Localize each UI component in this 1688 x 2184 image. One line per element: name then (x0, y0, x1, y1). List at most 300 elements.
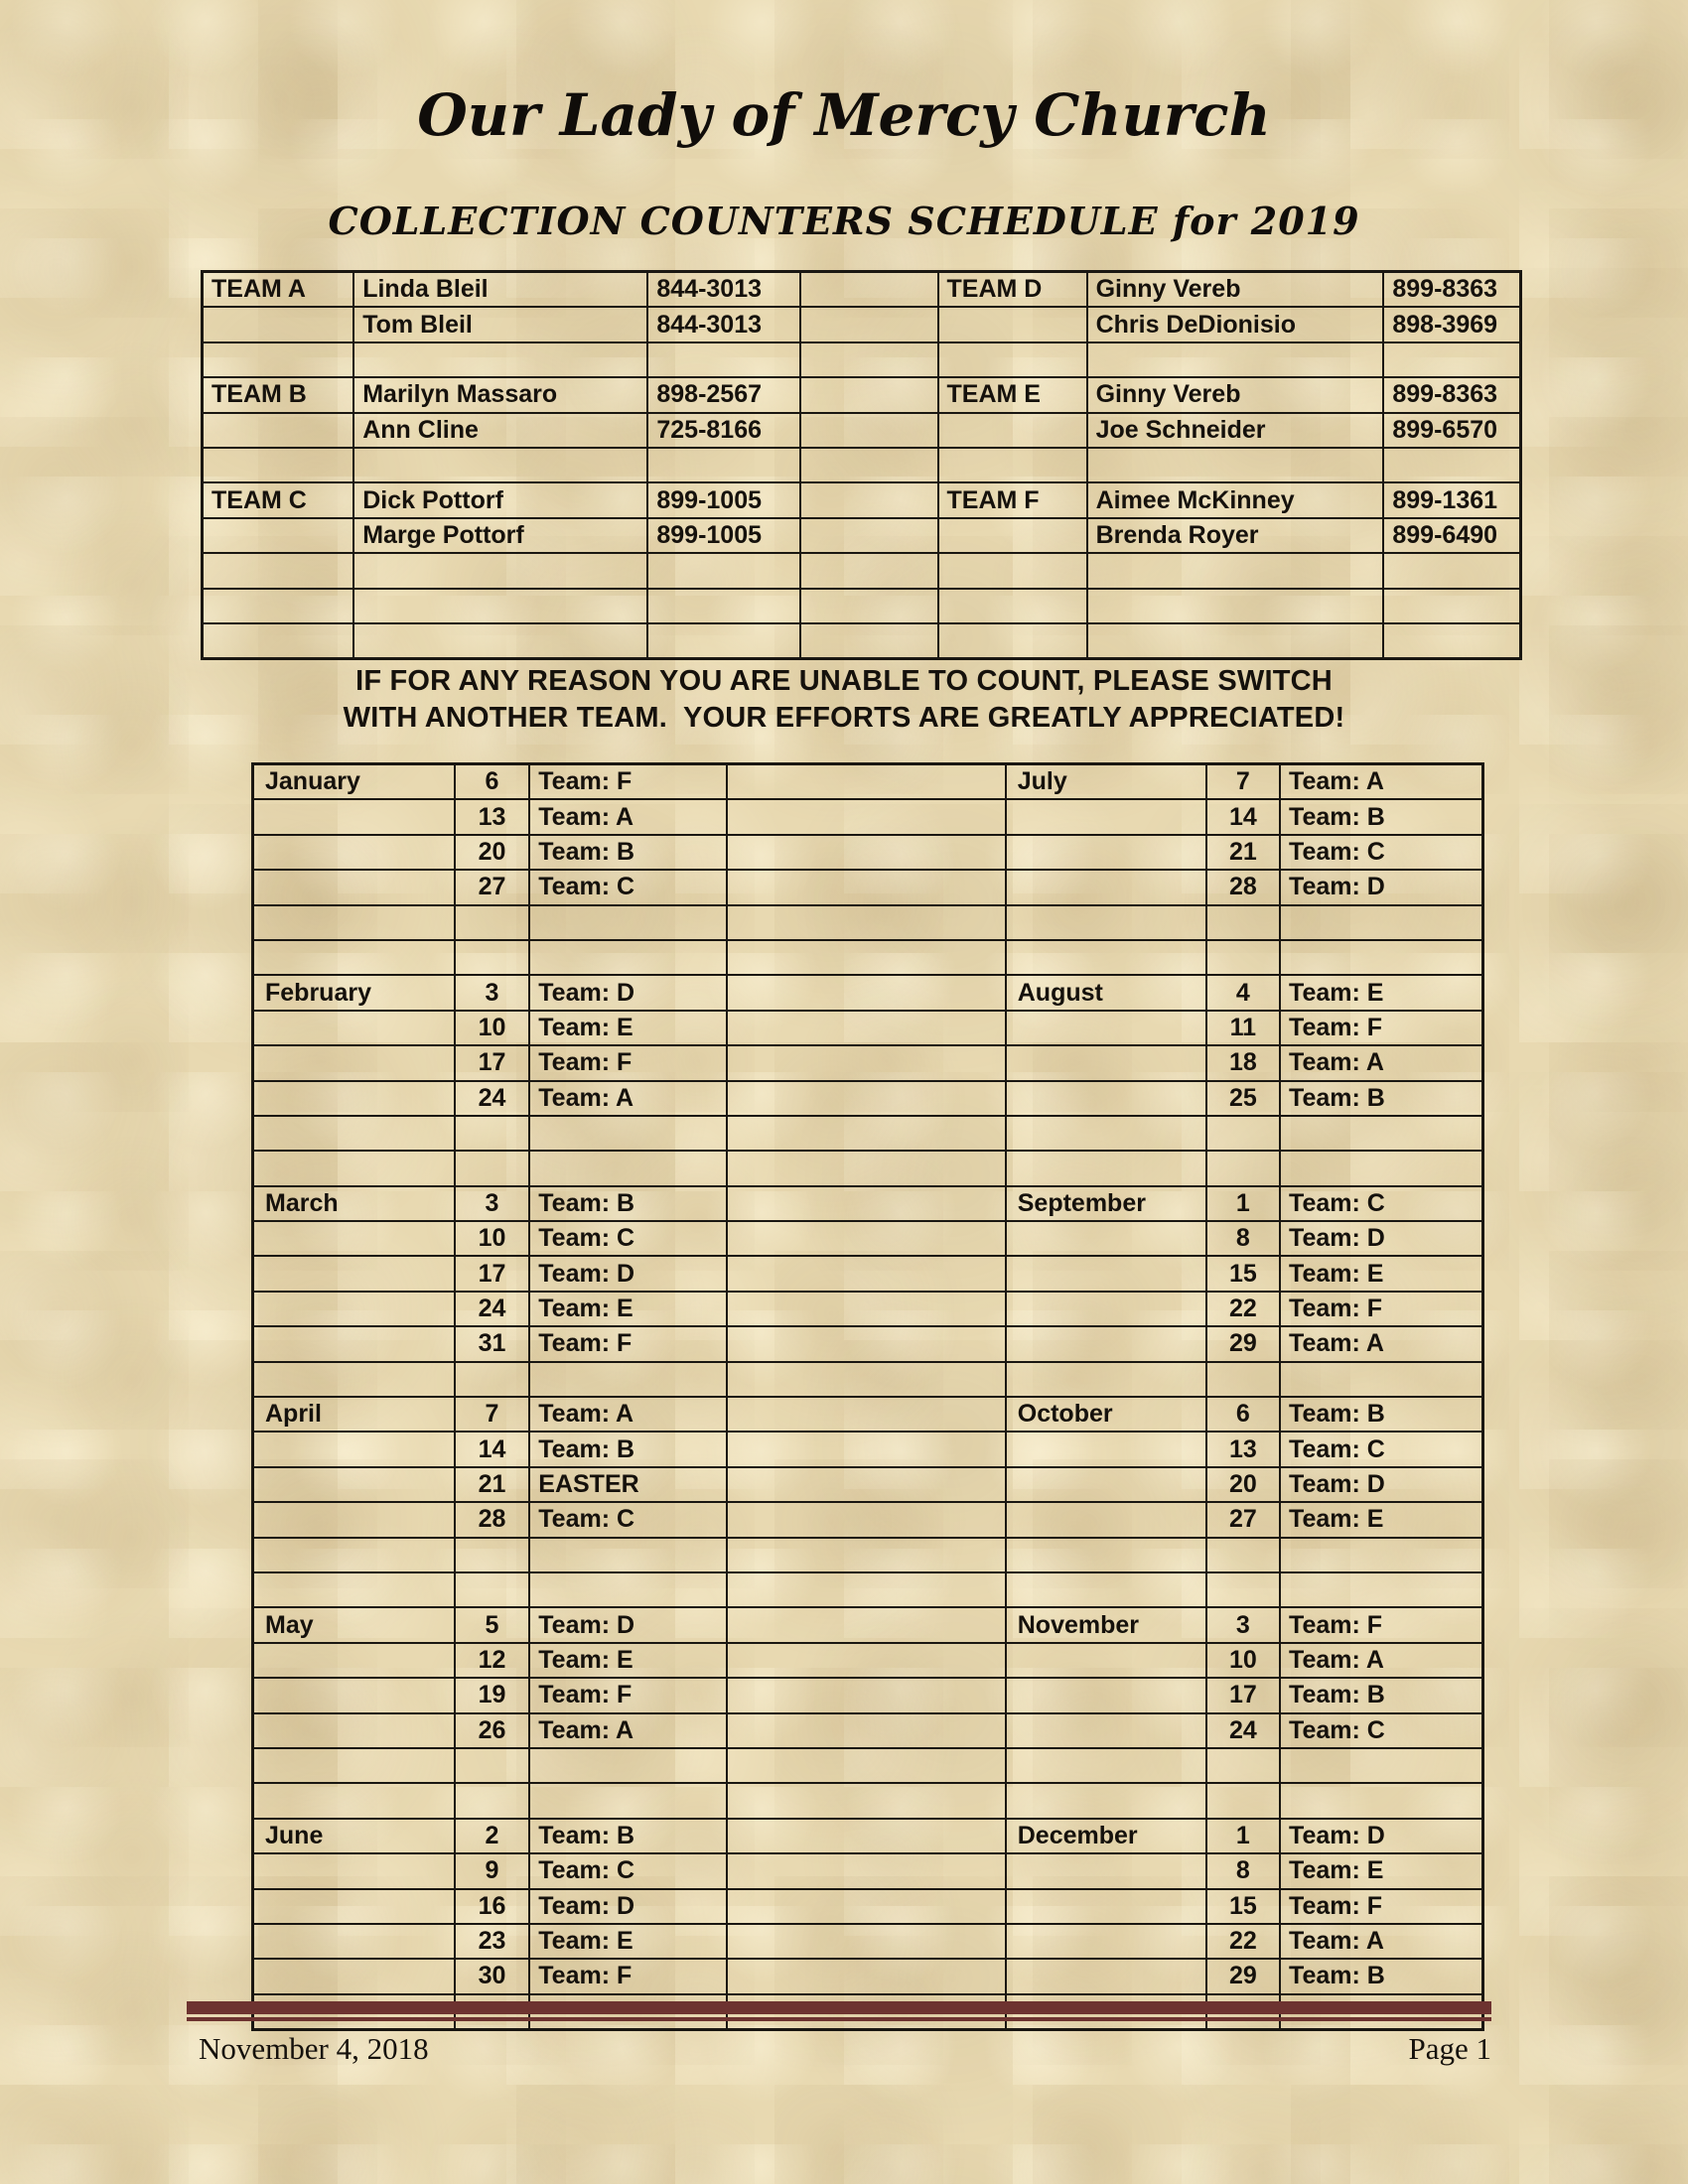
day-cell: 26 (455, 1713, 530, 1748)
day-cell: 13 (455, 799, 530, 834)
team-label-cell: TEAM E (938, 377, 1087, 412)
member-name-cell: Linda Bleil (353, 272, 647, 308)
table-row (203, 377, 1521, 412)
table-row (253, 940, 1483, 975)
empty-cell (1087, 448, 1384, 482)
day-cell: 10 (455, 1011, 530, 1045)
team-assignment-cell: Team: D (529, 1889, 726, 1924)
team-assignment-cell: Team: C (529, 1502, 726, 1537)
day-cell: 14 (1206, 799, 1280, 834)
empty-cell (1006, 835, 1206, 870)
footer-page-number: Page 1 (1408, 2031, 1491, 2066)
member-phone-cell: 899-8363 (1383, 377, 1520, 412)
empty-cell (253, 1362, 455, 1397)
member-name-cell: Tom Bleil (353, 307, 647, 341)
day-cell: 8 (1206, 1221, 1280, 1256)
empty-cell (253, 905, 455, 940)
empty-cell (800, 589, 937, 623)
footer-date: November 4, 2018 (199, 2031, 429, 2066)
month-cell: April (253, 1397, 455, 1432)
day-cell: 20 (455, 835, 530, 870)
table-row (253, 1292, 1483, 1326)
table-row (253, 1607, 1483, 1642)
empty-cell (529, 1362, 726, 1397)
table-row (253, 1186, 1483, 1221)
team-assignment-cell: Team: C (529, 870, 726, 904)
page-title: Our Lady of Mercy Church (417, 81, 1271, 149)
empty-cell (727, 1011, 1006, 1045)
team-assignment-cell: Team: D (1280, 1221, 1482, 1256)
table-row (203, 448, 1521, 482)
empty-cell (1087, 589, 1384, 623)
team-assignment-cell: Team: B (1280, 1959, 1482, 1993)
day-cell: 29 (1206, 1959, 1280, 1993)
day-cell: 20 (1206, 1467, 1280, 1502)
empty-cell (353, 623, 647, 659)
empty-cell (253, 1678, 455, 1712)
empty-cell (1006, 1326, 1206, 1361)
empty-cell (727, 1538, 1006, 1572)
empty-cell (800, 307, 937, 341)
empty-cell (727, 975, 1006, 1010)
team-assignment-cell: Team: F (529, 1045, 726, 1080)
day-cell: 3 (455, 975, 530, 1010)
empty-cell (1006, 1256, 1206, 1291)
table-row (253, 1397, 1483, 1432)
empty-cell (727, 1432, 1006, 1466)
member-phone-cell: 844-3013 (647, 272, 800, 308)
empty-cell (800, 448, 937, 482)
table-row (253, 1011, 1483, 1045)
team-assignment-cell: Team: E (1280, 1853, 1482, 1888)
team-assignment-cell: Team: C (1280, 1713, 1482, 1748)
empty-cell (647, 448, 800, 482)
team-assignment-cell: Team: C (1280, 835, 1482, 870)
empty-cell (727, 1819, 1006, 1853)
empty-cell (1206, 1151, 1280, 1185)
empty-cell (938, 342, 1087, 377)
day-cell: 17 (455, 1045, 530, 1080)
day-cell: 2 (455, 1819, 530, 1853)
empty-cell (727, 1151, 1006, 1185)
team-assignment-cell: Team: B (1280, 1081, 1482, 1116)
empty-cell (253, 870, 455, 904)
team-label-cell: TEAM F (938, 482, 1087, 517)
table-row (203, 272, 1521, 308)
day-cell: 19 (455, 1678, 530, 1712)
empty-cell (253, 1081, 455, 1116)
empty-cell (800, 623, 937, 659)
day-cell: 8 (1206, 1853, 1280, 1888)
empty-cell (1206, 1116, 1280, 1151)
table-row (203, 342, 1521, 377)
empty-cell (1006, 1572, 1206, 1607)
day-cell: 30 (455, 1959, 530, 1993)
empty-cell (727, 1186, 1006, 1221)
page-footer (199, 2031, 1491, 2067)
empty-cell (1383, 553, 1520, 588)
empty-cell (1206, 1538, 1280, 1572)
empty-cell (1087, 623, 1384, 659)
empty-cell (1006, 1151, 1206, 1185)
empty-cell (727, 1362, 1006, 1397)
empty-cell (1280, 1572, 1482, 1607)
team-label-cell: TEAM A (203, 272, 354, 308)
empty-cell (938, 307, 1087, 341)
team-assignment-cell: Team: F (1280, 1011, 1482, 1045)
empty-cell (800, 377, 937, 412)
day-cell: 9 (455, 1853, 530, 1888)
table-row (253, 1924, 1483, 1959)
notice-text (0, 663, 1688, 737)
empty-cell (529, 1151, 726, 1185)
member-name-cell: Joe Schneider (1087, 413, 1384, 448)
empty-cell (253, 835, 455, 870)
table-row (253, 1432, 1483, 1466)
day-cell: 17 (1206, 1678, 1280, 1712)
empty-cell (1006, 1011, 1206, 1045)
empty-cell (455, 1538, 530, 1572)
empty-cell (1006, 1116, 1206, 1151)
empty-cell (1006, 870, 1206, 904)
empty-cell (1206, 905, 1280, 940)
empty-cell (1006, 1713, 1206, 1748)
day-cell: 22 (1206, 1924, 1280, 1959)
empty-cell (1006, 1678, 1206, 1712)
empty-cell (529, 905, 726, 940)
empty-cell (1006, 1292, 1206, 1326)
month-cell: March (253, 1186, 455, 1221)
member-name-cell: Marilyn Massaro (353, 377, 647, 412)
empty-cell (1280, 905, 1482, 940)
team-assignment-cell: Team: B (529, 1432, 726, 1466)
table-row (253, 1502, 1483, 1537)
empty-cell (253, 1748, 455, 1783)
empty-cell (455, 1116, 530, 1151)
team-assignment-cell: Team: F (529, 1678, 726, 1712)
empty-cell (727, 1256, 1006, 1291)
empty-cell (253, 1151, 455, 1185)
day-cell: 13 (1206, 1432, 1280, 1466)
day-cell: 29 (1206, 1326, 1280, 1361)
empty-cell (727, 1116, 1006, 1151)
empty-cell (647, 553, 800, 588)
empty-cell (203, 518, 354, 553)
table-row (253, 1538, 1483, 1572)
member-name-cell: Dick Pottorf (353, 482, 647, 517)
team-assignment-cell: Team: F (529, 1959, 726, 1993)
footer-rule-thick-bar (187, 2001, 1491, 2014)
empty-cell (727, 799, 1006, 834)
table-row (253, 1045, 1483, 1080)
empty-cell (253, 1783, 455, 1818)
empty-cell (253, 799, 455, 834)
day-cell: 27 (1206, 1502, 1280, 1537)
day-cell: 24 (1206, 1713, 1280, 1748)
day-cell: 3 (1206, 1607, 1280, 1642)
team-assignment-cell: Team: B (1280, 1397, 1482, 1432)
team-assignment-cell: EASTER (529, 1467, 726, 1502)
day-cell: 31 (455, 1326, 530, 1361)
footer-rule-thin-bar (187, 2017, 1491, 2021)
table-row (253, 835, 1483, 870)
empty-cell (938, 413, 1087, 448)
team-assignment-cell: Team: B (1280, 1678, 1482, 1712)
team-assignment-cell: Team: E (529, 1011, 726, 1045)
empty-cell (727, 1643, 1006, 1678)
empty-cell (938, 623, 1087, 659)
empty-cell (1280, 1151, 1482, 1185)
empty-cell (727, 1713, 1006, 1748)
member-name-cell: Chris DeDionisio (1087, 307, 1384, 341)
table-row (203, 307, 1521, 341)
empty-cell (1006, 1467, 1206, 1502)
empty-cell (1006, 1924, 1206, 1959)
empty-cell (1280, 1116, 1482, 1151)
empty-cell (727, 1572, 1006, 1607)
empty-cell (727, 1045, 1006, 1080)
empty-cell (253, 1116, 455, 1151)
team-assignment-cell: Team: F (1280, 1607, 1482, 1642)
day-cell: 25 (1206, 1081, 1280, 1116)
team-assignment-cell: Team: C (529, 1221, 726, 1256)
notice-line-1: IF FOR ANY REASON YOU ARE UNABLE TO COUNT, PLEASE SWITCH (355, 665, 1333, 697)
empty-cell (253, 1643, 455, 1678)
day-cell: 11 (1206, 1011, 1280, 1045)
team-label-cell: TEAM C (203, 482, 354, 517)
empty-cell (455, 905, 530, 940)
notice-line-2: WITH ANOTHER TEAM. YOUR EFFORTS ARE GREATLY APPRECIATED! (343, 702, 1345, 734)
month-cell: May (253, 1607, 455, 1642)
day-cell: 24 (455, 1081, 530, 1116)
team-assignment-cell: Team: A (529, 1713, 726, 1748)
empty-cell (253, 1538, 455, 1572)
member-name-cell: Ginny Vereb (1087, 377, 1384, 412)
empty-cell (1206, 940, 1280, 975)
empty-cell (253, 1924, 455, 1959)
empty-cell (800, 342, 937, 377)
day-cell: 17 (455, 1256, 530, 1291)
table-row (253, 1713, 1483, 1748)
member-phone-cell: 899-6570 (1383, 413, 1520, 448)
table-row (203, 413, 1521, 448)
page-subtitle: COLLECTION COUNTERS SCHEDULE for 2019 (328, 199, 1360, 243)
empty-cell (1006, 1221, 1206, 1256)
member-phone-cell: 899-1005 (647, 518, 800, 553)
empty-cell (800, 272, 937, 308)
empty-cell (938, 448, 1087, 482)
empty-cell (1087, 342, 1384, 377)
day-cell: 4 (1206, 975, 1280, 1010)
team-assignment-cell: Team: C (1280, 1432, 1482, 1466)
empty-cell (727, 764, 1006, 800)
team-assignment-cell: Team: E (1280, 1256, 1482, 1291)
empty-cell (253, 1502, 455, 1537)
team-assignment-cell: Team: A (529, 1397, 726, 1432)
team-assignment-cell: Team: A (529, 1081, 726, 1116)
table-row (253, 975, 1483, 1010)
empty-cell (529, 1783, 726, 1818)
team-assignment-cell: Team: D (529, 975, 726, 1010)
day-cell: 12 (455, 1643, 530, 1678)
empty-cell (253, 1045, 455, 1080)
team-assignment-cell: Team: D (1280, 870, 1482, 904)
empty-cell (1206, 1748, 1280, 1783)
member-phone-cell: 898-3969 (1383, 307, 1520, 341)
empty-cell (938, 553, 1087, 588)
empty-cell (529, 940, 726, 975)
empty-cell (253, 1853, 455, 1888)
table-row (253, 1116, 1483, 1151)
month-cell: August (1006, 975, 1206, 1010)
team-assignment-cell: Team: B (529, 835, 726, 870)
empty-cell (1006, 1643, 1206, 1678)
month-cell: November (1006, 1607, 1206, 1642)
empty-cell (727, 835, 1006, 870)
empty-cell (253, 940, 455, 975)
day-cell: 15 (1206, 1889, 1280, 1924)
month-cell: October (1006, 1397, 1206, 1432)
team-assignment-cell: Team: B (529, 1819, 726, 1853)
member-phone-cell: 898-2567 (647, 377, 800, 412)
day-cell: 18 (1206, 1045, 1280, 1080)
team-assignment-cell: Team: D (529, 1256, 726, 1291)
empty-cell (253, 1959, 455, 1993)
empty-cell (647, 589, 800, 623)
empty-cell (727, 1326, 1006, 1361)
day-cell: 1 (1206, 1819, 1280, 1853)
empty-cell (203, 413, 354, 448)
empty-cell (727, 1783, 1006, 1818)
table-row (253, 1081, 1483, 1116)
table-row (253, 1783, 1483, 1818)
empty-cell (1383, 448, 1520, 482)
empty-cell (1006, 940, 1206, 975)
team-assignment-cell: Team: F (529, 1326, 726, 1361)
table-row (253, 1748, 1483, 1783)
member-name-cell: Ann Cline (353, 413, 647, 448)
empty-cell (1280, 940, 1482, 975)
team-assignment-cell: Team: E (529, 1292, 726, 1326)
team-assignment-cell: Team: A (529, 799, 726, 834)
empty-cell (727, 1221, 1006, 1256)
team-label-cell: TEAM D (938, 272, 1087, 308)
empty-cell (1383, 342, 1520, 377)
empty-cell (1006, 1538, 1206, 1572)
team-assignment-cell: Team: D (1280, 1467, 1482, 1502)
empty-cell (1006, 1081, 1206, 1116)
table-row (253, 1819, 1483, 1853)
empty-cell (529, 1748, 726, 1783)
day-cell: 1 (1206, 1186, 1280, 1221)
team-assignment-cell: Team: C (529, 1853, 726, 1888)
day-cell: 14 (455, 1432, 530, 1466)
empty-cell (253, 1292, 455, 1326)
team-assignment-cell: Team: C (1280, 1186, 1482, 1221)
team-assignment-cell: Team: F (1280, 1889, 1482, 1924)
table-row (203, 518, 1521, 553)
empty-cell (253, 1432, 455, 1466)
empty-cell (1206, 1362, 1280, 1397)
empty-cell (529, 1538, 726, 1572)
day-cell: 10 (455, 1221, 530, 1256)
empty-cell (529, 1572, 726, 1607)
team-assignment-cell: Team: E (529, 1643, 726, 1678)
empty-cell (727, 1502, 1006, 1537)
table-row (253, 1256, 1483, 1291)
empty-cell (938, 518, 1087, 553)
table-row (203, 482, 1521, 517)
empty-cell (353, 342, 647, 377)
empty-cell (800, 413, 937, 448)
empty-cell (1006, 1362, 1206, 1397)
empty-cell (1006, 799, 1206, 834)
day-cell: 21 (455, 1467, 530, 1502)
team-assignment-cell: Team: E (1280, 1502, 1482, 1537)
empty-cell (353, 553, 647, 588)
table-row (203, 623, 1521, 659)
table-row (253, 764, 1483, 800)
empty-cell (1280, 1538, 1482, 1572)
empty-cell (353, 589, 647, 623)
team-assignment-cell: Team: A (1280, 1326, 1482, 1361)
member-name-cell: Aimee McKinney (1087, 482, 1384, 517)
day-cell: 27 (455, 870, 530, 904)
empty-cell (727, 940, 1006, 975)
day-cell: 7 (455, 1397, 530, 1432)
empty-cell (529, 1116, 726, 1151)
day-cell: 15 (1206, 1256, 1280, 1291)
member-name-cell: Ginny Vereb (1087, 272, 1384, 308)
empty-cell (727, 1748, 1006, 1783)
empty-cell (727, 1889, 1006, 1924)
empty-cell (1006, 1748, 1206, 1783)
empty-cell (203, 589, 354, 623)
team-assignment-cell: Team: A (1280, 1924, 1482, 1959)
empty-cell (253, 1011, 455, 1045)
empty-cell (203, 553, 354, 588)
empty-cell (1006, 1045, 1206, 1080)
empty-cell (455, 1362, 530, 1397)
empty-cell (253, 1467, 455, 1502)
empty-cell (203, 623, 354, 659)
day-cell: 24 (455, 1292, 530, 1326)
month-cell: February (253, 975, 455, 1010)
empty-cell (727, 1678, 1006, 1712)
empty-cell (1383, 589, 1520, 623)
table-row (253, 905, 1483, 940)
empty-cell (727, 1292, 1006, 1326)
member-name-cell: Brenda Royer (1087, 518, 1384, 553)
team-assignment-cell: Team: A (1280, 1643, 1482, 1678)
empty-cell (1206, 1572, 1280, 1607)
month-cell: January (253, 764, 455, 800)
table-row (253, 1959, 1483, 1993)
month-cell: December (1006, 1819, 1206, 1853)
empty-cell (1006, 905, 1206, 940)
empty-cell (1006, 1783, 1206, 1818)
empty-cell (253, 1326, 455, 1361)
empty-cell (727, 1397, 1006, 1432)
table-row (253, 799, 1483, 834)
empty-cell (455, 940, 530, 975)
table-row (253, 1678, 1483, 1712)
empty-cell (455, 1783, 530, 1818)
day-cell: 23 (455, 1924, 530, 1959)
empty-cell (647, 623, 800, 659)
empty-cell (1006, 1853, 1206, 1888)
empty-cell (727, 1924, 1006, 1959)
